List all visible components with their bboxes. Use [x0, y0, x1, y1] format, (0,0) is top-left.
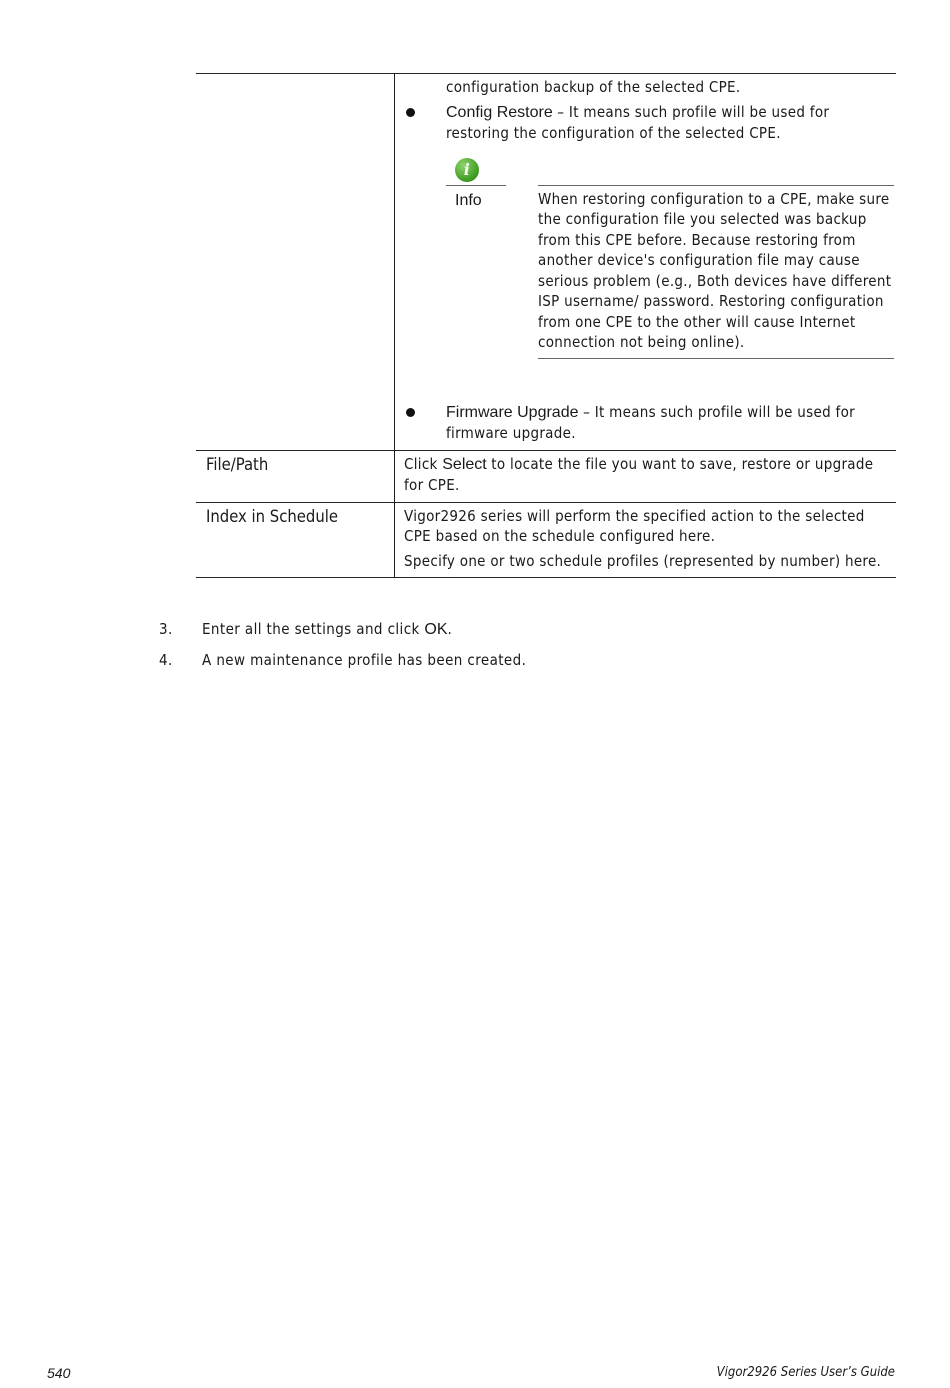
info-label: Info — [455, 191, 482, 209]
info-note — [446, 158, 892, 396]
firmware-upgrade-desc: – It means such profile will be used for firmware upgrade. — [446, 402, 855, 442]
step-number: 4. — [159, 651, 173, 669]
step-text: A new maintenance profile has been created. — [202, 651, 527, 669]
config-restore-desc: – It means such profile will be used for restoring the configuration of the selected CPE. — [446, 102, 830, 142]
step-item — [159, 620, 452, 639]
row-description — [395, 502, 897, 578]
step-text-pre: Enter all the settings and click — [202, 620, 425, 638]
info-divider — [446, 185, 506, 186]
file-path-desc-pre: Click — [404, 454, 443, 473]
term-firmware-upgrade: Firmware Upgrade — [446, 403, 579, 421]
bullet-dot-icon — [406, 408, 415, 417]
table-row — [196, 74, 896, 451]
parameter-table — [196, 73, 896, 578]
file-path-desc-post: to locate the file you want to save, restore or upgrade for CPE. — [404, 454, 874, 494]
bullet-dot-icon — [406, 108, 415, 117]
step-text-post: . — [447, 620, 453, 638]
step-number: 3. — [159, 620, 173, 638]
term-ok: OK — [424, 621, 448, 638]
term-select: Select — [442, 455, 487, 473]
bullet-config-restore — [404, 102, 886, 144]
row-label: File/Path — [196, 450, 395, 502]
table-row — [196, 502, 896, 578]
row-description — [395, 450, 897, 502]
page-number: 540 — [47, 1365, 71, 1381]
info-icon: i — [455, 158, 479, 182]
guide-title: Vigor2926 Series User’s Guide — [716, 1365, 895, 1380]
row-label: Index in Schedule — [196, 502, 395, 578]
step-item — [159, 651, 526, 669]
term-config-restore: Config Restore — [446, 103, 553, 121]
table-row — [196, 450, 896, 502]
row-description — [395, 74, 897, 451]
info-text: When restoring configuration to a CPE, make sure the configuration file you selected was backup from this CPE before. Because restoring from another device's configuration file may cause serious problem (e.g., Both devices have different ISP username/ password. Restoring configuration from one CPE to the other will cause Internet connection not being online). — [538, 185, 894, 359]
continued-text: configuration backup of the selected CPE. — [446, 78, 741, 96]
bullet-firmware-upgrade — [404, 402, 886, 444]
row-label-empty — [196, 74, 395, 451]
schedule-desc-2: Specify one or two schedule profiles (represented by number) here. — [404, 551, 882, 570]
schedule-desc-1: Vigor2926 series will perform the specified action to the selected CPE based on the schedule configured here. — [404, 506, 865, 545]
